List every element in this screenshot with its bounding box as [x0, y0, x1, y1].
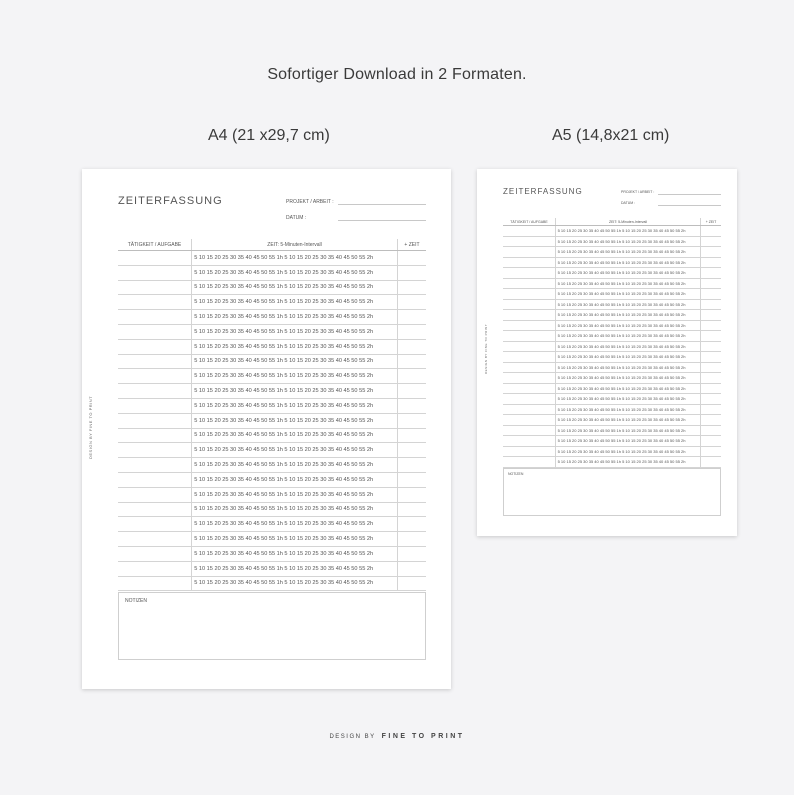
table-row	[503, 300, 721, 311]
task-cell	[503, 384, 555, 394]
table-row	[118, 517, 426, 532]
extra-time-cell	[397, 340, 426, 354]
table-row	[503, 321, 721, 332]
project-line	[658, 194, 721, 195]
interval-cell: 5 10 15 20 25 30 35 40 45 50 55 1h 5 10 15 20 25 30 35 40 45 50 55 2h	[555, 363, 700, 373]
date-line	[658, 205, 721, 206]
interval-cell: 5 10 15 20 25 30 35 40 45 50 55 1h 5 10 15 20 25 30 35 40 45 50 55 2h	[555, 331, 700, 341]
a4-format-label: A4 (21 x29,7 cm)	[208, 127, 330, 144]
extra-time-cell	[397, 266, 426, 280]
task-cell	[118, 429, 191, 443]
interval-cell: 5 10 15 20 25 30 35 40 45 50 55 1h 5 10 15 20 25 30 35 40 45 50 55 2h	[191, 310, 397, 324]
task-cell	[118, 399, 191, 413]
task-cell	[118, 384, 191, 398]
task-cell	[503, 342, 555, 352]
table-row	[503, 436, 721, 447]
interval-cell: 5 10 15 20 25 30 35 40 45 50 55 1h 5 10 15 20 25 30 35 40 45 50 55 2h	[555, 436, 700, 446]
interval-cell: 5 10 15 20 25 30 35 40 45 50 55 1h 5 10 15 20 25 30 35 40 45 50 55 2h	[555, 247, 700, 257]
date-line	[338, 220, 426, 221]
task-cell	[503, 247, 555, 257]
table-row	[118, 266, 426, 281]
notes-box	[503, 468, 721, 516]
extra-time-cell	[700, 237, 721, 247]
table-row	[118, 399, 426, 414]
extra-time-cell	[397, 429, 426, 443]
extra-time-cell	[397, 577, 426, 591]
interval-cell: 5 10 15 20 25 30 35 40 45 50 55 1h 5 10 15 20 25 30 35 40 45 50 55 2h	[191, 532, 397, 546]
extra-time-cell	[397, 547, 426, 561]
footer-brand: FINE TO PRINT	[381, 733, 465, 740]
interval-cell: 5 10 15 20 25 30 35 40 45 50 55 1h 5 10 15 20 25 30 35 40 45 50 55 2h	[555, 237, 700, 247]
notes-box	[118, 592, 426, 660]
task-cell	[503, 426, 555, 436]
task-cell	[503, 352, 555, 362]
interval-cell: 5 10 15 20 25 30 35 40 45 50 55 1h 5 10 15 20 25 30 35 40 45 50 55 2h	[555, 258, 700, 268]
extra-time-cell	[700, 457, 721, 467]
interval-cell: 5 10 15 20 25 30 35 40 45 50 55 1h 5 10 15 20 25 30 35 40 45 50 55 2h	[555, 457, 700, 467]
extra-time-cell	[397, 473, 426, 487]
interval-cell: 5 10 15 20 25 30 35 40 45 50 55 1h 5 10 15 20 25 30 35 40 45 50 55 2h	[191, 473, 397, 487]
extra-time-cell	[397, 325, 426, 339]
extra-time-cell	[700, 352, 721, 362]
interval-cell: 5 10 15 20 25 30 35 40 45 50 55 1h 5 10 15 20 25 30 35 40 45 50 55 2h	[555, 415, 700, 425]
interval-cell: 5 10 15 20 25 30 35 40 45 50 55 1h 5 10 15 20 25 30 35 40 45 50 55 2h	[191, 325, 397, 339]
interval-cell: 5 10 15 20 25 30 35 40 45 50 55 1h 5 10 15 20 25 30 35 40 45 50 55 2h	[555, 279, 700, 289]
task-cell	[503, 289, 555, 299]
interval-cell: 5 10 15 20 25 30 35 40 45 50 55 1h 5 10 15 20 25 30 35 40 45 50 55 2h	[191, 517, 397, 531]
table-row	[503, 352, 721, 363]
table-row	[503, 279, 721, 290]
interval-cell: 5 10 15 20 25 30 35 40 45 50 55 1h 5 10 15 20 25 30 35 40 45 50 55 2h	[555, 394, 700, 404]
task-cell	[118, 517, 191, 531]
task-cell	[118, 503, 191, 517]
interval-cell: 5 10 15 20 25 30 35 40 45 50 55 1h 5 10 15 20 25 30 35 40 45 50 55 2h	[555, 373, 700, 383]
task-cell	[503, 373, 555, 383]
project-line	[338, 204, 426, 205]
task-cell	[503, 394, 555, 404]
table-row	[118, 458, 426, 473]
extra-time-cell	[700, 384, 721, 394]
interval-cell: 5 10 15 20 25 30 35 40 45 50 55 1h 5 10 15 20 25 30 35 40 45 50 55 2h	[191, 399, 397, 413]
table-row	[503, 268, 721, 279]
table-row	[503, 384, 721, 395]
table-row	[118, 369, 426, 384]
extra-time-cell	[700, 247, 721, 257]
task-cell	[118, 562, 191, 576]
task-cell	[503, 447, 555, 457]
extra-time-cell	[397, 458, 426, 472]
table-row	[118, 473, 426, 488]
interval-cell: 5 10 15 20 25 30 35 40 45 50 55 1h 5 10 15 20 25 30 35 40 45 50 55 2h	[191, 340, 397, 354]
task-cell	[503, 279, 555, 289]
extra-time-cell	[397, 251, 426, 265]
table-row	[503, 405, 721, 416]
task-cell	[118, 532, 191, 546]
task-cell	[503, 268, 555, 278]
table-row	[503, 447, 721, 458]
interval-cell: 5 10 15 20 25 30 35 40 45 50 55 1h 5 10 15 20 25 30 35 40 45 50 55 2h	[555, 342, 700, 352]
extra-time-cell	[700, 394, 721, 404]
table-row	[503, 342, 721, 353]
interval-cell: 5 10 15 20 25 30 35 40 45 50 55 1h 5 10 15 20 25 30 35 40 45 50 55 2h	[555, 447, 700, 457]
extra-time-cell	[700, 447, 721, 457]
task-cell	[118, 281, 191, 295]
extra-time-cell	[700, 289, 721, 299]
task-cell	[503, 436, 555, 446]
table-row	[503, 289, 721, 300]
header-extra: + ZEIT	[397, 239, 426, 250]
interval-cell: 5 10 15 20 25 30 35 40 45 50 55 1h 5 10 15 20 25 30 35 40 45 50 55 2h	[555, 289, 700, 299]
sheet-title: ZEITERFASSUNG	[503, 187, 583, 196]
extra-time-cell	[397, 443, 426, 457]
task-cell	[503, 258, 555, 268]
task-cell	[503, 331, 555, 341]
table-row	[118, 547, 426, 562]
table-row	[118, 251, 426, 266]
interval-cell: 5 10 15 20 25 30 35 40 45 50 55 1h 5 10 15 20 25 30 35 40 45 50 55 2h	[191, 369, 397, 383]
table-row	[118, 429, 426, 444]
table-row	[503, 363, 721, 374]
task-cell	[503, 226, 555, 236]
extra-time-cell	[700, 226, 721, 236]
footer-credit	[0, 733, 794, 740]
task-cell	[118, 251, 191, 265]
extra-time-cell	[397, 355, 426, 369]
table-row	[503, 415, 721, 426]
extra-time-cell	[700, 373, 721, 383]
interval-cell: 5 10 15 20 25 30 35 40 45 50 55 1h 5 10 15 20 25 30 35 40 45 50 55 2h	[191, 355, 397, 369]
task-cell	[118, 547, 191, 561]
task-cell	[118, 488, 191, 502]
headline: Sofortiger Download in 2 Formaten.	[267, 66, 527, 83]
a5-format-label: A5 (14,8x21 cm)	[552, 127, 670, 144]
extra-time-cell	[397, 384, 426, 398]
interval-cell: 5 10 15 20 25 30 35 40 45 50 55 1h 5 10 15 20 25 30 35 40 45 50 55 2h	[555, 405, 700, 415]
interval-cell: 5 10 15 20 25 30 35 40 45 50 55 1h 5 10 15 20 25 30 35 40 45 50 55 2h	[191, 577, 397, 591]
table-row	[118, 532, 426, 547]
interval-cell: 5 10 15 20 25 30 35 40 45 50 55 1h 5 10 15 20 25 30 35 40 45 50 55 2h	[191, 281, 397, 295]
task-cell	[118, 325, 191, 339]
extra-time-cell	[397, 517, 426, 531]
extra-time-cell	[397, 488, 426, 502]
table-row	[503, 258, 721, 269]
table-row	[503, 426, 721, 437]
extra-time-cell	[397, 399, 426, 413]
extra-time-cell	[700, 279, 721, 289]
interval-cell: 5 10 15 20 25 30 35 40 45 50 55 1h 5 10 15 20 25 30 35 40 45 50 55 2h	[555, 426, 700, 436]
table-row	[118, 503, 426, 518]
extra-time-cell	[397, 310, 426, 324]
table-row	[118, 281, 426, 296]
task-cell	[503, 457, 555, 467]
table-row	[118, 310, 426, 325]
extra-time-cell	[700, 415, 721, 425]
header-interval: ZEIT: 5-Minuten-Intervall	[555, 218, 700, 225]
table-row	[118, 355, 426, 370]
table-row	[118, 295, 426, 310]
task-cell	[118, 473, 191, 487]
table-row	[118, 577, 426, 592]
task-cell	[118, 458, 191, 472]
task-cell	[503, 405, 555, 415]
time-grid	[503, 218, 721, 465]
table-row	[118, 443, 426, 458]
extra-time-cell	[397, 562, 426, 576]
time-grid	[118, 239, 426, 587]
extra-time-cell	[397, 281, 426, 295]
sheet-title: ZEITERFASSUNG	[118, 195, 223, 207]
interval-cell: 5 10 15 20 25 30 35 40 45 50 55 1h 5 10 15 20 25 30 35 40 45 50 55 2h	[555, 321, 700, 331]
task-cell	[503, 310, 555, 320]
extra-time-cell	[700, 342, 721, 352]
extra-time-cell	[397, 414, 426, 428]
interval-cell: 5 10 15 20 25 30 35 40 45 50 55 1h 5 10 15 20 25 30 35 40 45 50 55 2h	[555, 300, 700, 310]
table-row	[503, 394, 721, 405]
interval-cell: 5 10 15 20 25 30 35 40 45 50 55 1h 5 10 15 20 25 30 35 40 45 50 55 2h	[191, 266, 397, 280]
table-row	[118, 325, 426, 340]
task-cell	[503, 363, 555, 373]
task-cell	[503, 415, 555, 425]
task-cell	[118, 369, 191, 383]
extra-time-cell	[700, 321, 721, 331]
table-row	[118, 384, 426, 399]
side-brand: DESIGN BY FINE TO PRINT	[484, 323, 488, 374]
interval-cell: 5 10 15 20 25 30 35 40 45 50 55 1h 5 10 15 20 25 30 35 40 45 50 55 2h	[191, 429, 397, 443]
extra-time-cell	[700, 300, 721, 310]
table-row	[503, 226, 721, 237]
table-row	[118, 562, 426, 577]
notes-label: NOTIZEN	[508, 472, 524, 476]
date-label: DATUM :	[621, 201, 636, 205]
interval-cell: 5 10 15 20 25 30 35 40 45 50 55 1h 5 10 15 20 25 30 35 40 45 50 55 2h	[191, 458, 397, 472]
project-label: PROJEKT / ARBEIT :	[286, 199, 334, 205]
extra-time-cell	[700, 405, 721, 415]
a4-sheet-preview	[82, 169, 451, 689]
table-row	[503, 457, 721, 468]
extra-time-cell	[700, 268, 721, 278]
table-row	[118, 340, 426, 355]
interval-cell: 5 10 15 20 25 30 35 40 45 50 55 1h 5 10 15 20 25 30 35 40 45 50 55 2h	[555, 352, 700, 362]
task-cell	[503, 237, 555, 247]
project-label: PROJEKT / ARBEIT :	[621, 190, 655, 194]
grid-header	[118, 239, 426, 251]
interval-cell: 5 10 15 20 25 30 35 40 45 50 55 1h 5 10 15 20 25 30 35 40 45 50 55 2h	[555, 310, 700, 320]
interval-cell: 5 10 15 20 25 30 35 40 45 50 55 1h 5 10 15 20 25 30 35 40 45 50 55 2h	[191, 503, 397, 517]
extra-time-cell	[700, 363, 721, 373]
table-row	[118, 414, 426, 429]
footer-design-by: DESIGN BY	[329, 734, 376, 740]
table-row	[503, 331, 721, 342]
table-row	[503, 237, 721, 248]
header-task: TÄTIGKEIT / AUFGABE	[127, 242, 182, 248]
task-cell	[118, 295, 191, 309]
notes-label: NOTIZEN	[125, 598, 147, 604]
task-cell	[118, 443, 191, 457]
table-row	[503, 373, 721, 384]
interval-cell: 5 10 15 20 25 30 35 40 45 50 55 1h 5 10 15 20 25 30 35 40 45 50 55 2h	[191, 547, 397, 561]
header-interval: ZEIT: 5-Minuten-Intervall	[191, 239, 397, 250]
grid-header	[503, 218, 721, 226]
task-cell	[118, 577, 191, 591]
extra-time-cell	[700, 258, 721, 268]
interval-cell: 5 10 15 20 25 30 35 40 45 50 55 1h 5 10 15 20 25 30 35 40 45 50 55 2h	[191, 384, 397, 398]
extra-time-cell	[397, 503, 426, 517]
extra-time-cell	[700, 436, 721, 446]
interval-cell: 5 10 15 20 25 30 35 40 45 50 55 1h 5 10 15 20 25 30 35 40 45 50 55 2h	[191, 251, 397, 265]
table-row	[503, 310, 721, 321]
side-brand: DESIGN BY FINE TO PRINT	[88, 395, 93, 459]
task-cell	[118, 355, 191, 369]
task-cell	[118, 310, 191, 324]
extra-time-cell	[700, 310, 721, 320]
date-label: DATUM :	[286, 215, 307, 221]
header-task: TÄTIGKEIT / AUFGABE	[510, 220, 548, 224]
interval-cell: 5 10 15 20 25 30 35 40 45 50 55 1h 5 10 15 20 25 30 35 40 45 50 55 2h	[191, 295, 397, 309]
a5-sheet-preview	[477, 169, 737, 536]
interval-cell: 5 10 15 20 25 30 35 40 45 50 55 1h 5 10 15 20 25 30 35 40 45 50 55 2h	[555, 268, 700, 278]
interval-cell: 5 10 15 20 25 30 35 40 45 50 55 1h 5 10 15 20 25 30 35 40 45 50 55 2h	[191, 414, 397, 428]
table-row	[503, 247, 721, 258]
task-cell	[503, 300, 555, 310]
interval-cell: 5 10 15 20 25 30 35 40 45 50 55 1h 5 10 15 20 25 30 35 40 45 50 55 2h	[555, 226, 700, 236]
extra-time-cell	[397, 532, 426, 546]
interval-cell: 5 10 15 20 25 30 35 40 45 50 55 1h 5 10 15 20 25 30 35 40 45 50 55 2h	[555, 384, 700, 394]
extra-time-cell	[397, 295, 426, 309]
task-cell	[118, 266, 191, 280]
task-cell	[503, 321, 555, 331]
header-extra: + ZEIT	[700, 218, 721, 225]
interval-cell: 5 10 15 20 25 30 35 40 45 50 55 1h 5 10 15 20 25 30 35 40 45 50 55 2h	[191, 488, 397, 502]
interval-cell: 5 10 15 20 25 30 35 40 45 50 55 1h 5 10 15 20 25 30 35 40 45 50 55 2h	[191, 562, 397, 576]
interval-cell: 5 10 15 20 25 30 35 40 45 50 55 1h 5 10 15 20 25 30 35 40 45 50 55 2h	[191, 443, 397, 457]
extra-time-cell	[700, 331, 721, 341]
extra-time-cell	[397, 369, 426, 383]
table-row	[118, 488, 426, 503]
task-cell	[118, 340, 191, 354]
extra-time-cell	[700, 426, 721, 436]
task-cell	[118, 414, 191, 428]
